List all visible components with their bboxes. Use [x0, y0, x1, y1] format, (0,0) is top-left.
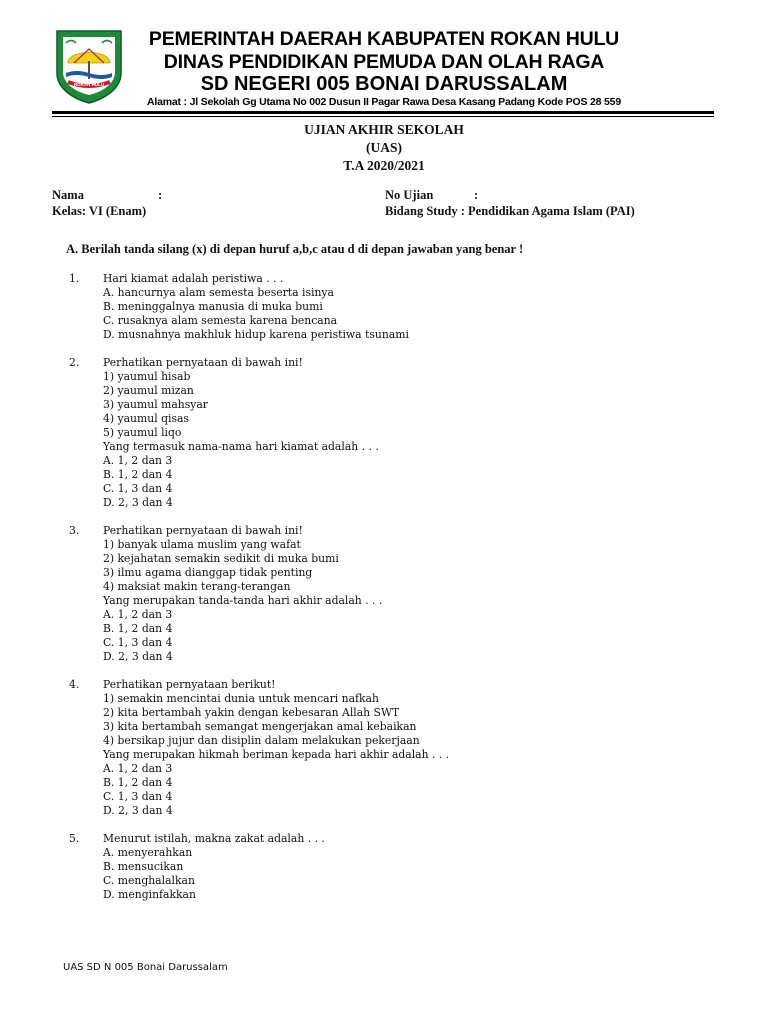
question-3-statement-4: 4) maksiat makin terang-terangan [103, 580, 291, 593]
question-2-statement-4: 4) yaumul qisas [103, 412, 189, 425]
question-2-option-c: C. 1, 3 dan 4 [103, 482, 173, 495]
question-3-stem: Yang merupakan tanda-tanda hari akhir adalah . . . [103, 594, 383, 607]
question-2-number: 2. [69, 356, 80, 369]
question-5-option-d: D. menginfakkan [103, 888, 196, 901]
question-2-stem: Yang termasuk nama-nama hari kiamat adalah . . . [103, 440, 379, 453]
exam-title: UJIAN AKHIR SEKOLAH [304, 122, 464, 137]
nama-label: Nama [52, 188, 84, 202]
question-5-option-a: A. menyerahkan [103, 846, 193, 859]
logo-text: ROKAN HULU [73, 82, 105, 87]
no-ujian-colon: : [474, 188, 479, 202]
question-5-stem: Menurut istilah, makna zakat adalah . . . [103, 832, 325, 845]
question-3-option-b: B. 1, 2 dan 4 [103, 622, 173, 635]
question-5-number: 5. [69, 832, 80, 845]
nama-colon: : [158, 188, 163, 202]
question-1-number: 1. [69, 272, 80, 285]
section-a-instruction: A. Berilah tanda silang (x) di depan huruf a,b,c atau d di depan jawaban yang benar ! [66, 242, 524, 256]
question-2-statement-2: 2) yaumul mizan [103, 384, 194, 397]
question-2-intro: Perhatikan pernyataan di bawah ini! [103, 356, 303, 369]
question-2-option-a: A. 1, 2 dan 3 [103, 454, 173, 467]
letterhead-government: PEMERINTAH DAERAH KABUPATEN ROKAN HULU [148, 28, 620, 50]
letterhead-department: DINAS PENDIDIKAN PEMUDA DAN OLAH RAGA [163, 51, 605, 73]
question-4-option-b: B. 1, 2 dan 4 [103, 776, 173, 789]
question-5-option-b: B. mensucikan [103, 860, 184, 873]
question-2-statement-5: 5) yaumul liqo [103, 426, 182, 439]
exam-subtitle: (UAS) [366, 140, 402, 155]
no-ujian-label: No Ujian [385, 188, 434, 202]
question-5-option-c: C. menghalalkan [103, 874, 195, 887]
letterhead-address: Alamat : Jl Sekolah Gg Utama No 002 Dusun II Pagar Rawa Desa Kasang Padang Kode POS 28 559 [147, 96, 621, 108]
question-4-statement-1: 1) semakin mencintai dunia untuk mencari nafkah [103, 692, 379, 705]
rokan-hulu-logo [52, 27, 126, 105]
question-4-statement-3: 3) kita bertambah semangat mengerjakan amal kebaikan [103, 720, 417, 733]
question-2-statement-1: 1) yaumul hisab [103, 370, 191, 383]
page-footer: UAS SD N 005 Bonai Darussalam [63, 962, 228, 973]
question-1-option-b: B. meninggalnya manusia di muka bumi [103, 300, 323, 313]
question-3-option-c: C. 1, 3 dan 4 [103, 636, 173, 649]
question-3-statement-3: 3) ilmu agama dianggap tidak penting [103, 566, 313, 579]
question-4-number: 4. [69, 678, 80, 691]
question-4-stem: Yang merupakan hikmah beriman kepada hari akhir adalah . . . [103, 748, 450, 761]
letterhead-school: SD NEGERI 005 BONAI DARUSSALAM [200, 73, 568, 95]
letterhead-divider-thick [52, 111, 714, 114]
question-3-option-d: D. 2, 3 dan 4 [103, 650, 173, 663]
question-2-option-b: B. 1, 2 dan 4 [103, 468, 173, 481]
question-1-stem: Hari kiamat adalah peristiwa . . . [103, 272, 284, 285]
question-3-option-a: A. 1, 2 dan 3 [103, 608, 173, 621]
question-4-option-a: A. 1, 2 dan 3 [103, 762, 173, 775]
letterhead-divider-thin [52, 116, 714, 117]
question-4-statement-4: 4) bersikap jujur dan disiplin dalam melakukan pekerjaan [103, 734, 420, 747]
question-3-statement-2: 2) kejahatan semakin sedikit di muka bumi [103, 552, 339, 565]
question-2-statement-3: 3) yaumul mahsyar [103, 398, 208, 411]
kelas-field: Kelas: VI (Enam) [52, 204, 147, 218]
question-4-option-d: D. 2, 3 dan 4 [103, 804, 173, 817]
question-1-option-c: C. rusaknya alam semesta karena bencana [103, 314, 338, 327]
question-4-option-c: C. 1, 3 dan 4 [103, 790, 173, 803]
question-4-intro: Perhatikan pernyataan berikut! [103, 678, 276, 691]
question-3-intro: Perhatikan pernyataan di bawah ini! [103, 524, 303, 537]
question-4-statement-2: 2) kita bertambah yakin dengan kebesaran Allah SWT [103, 706, 400, 719]
question-2-option-d: D. 2, 3 dan 4 [103, 496, 173, 509]
question-1-option-a: A. hancurnya alam semesta beserta isinya [103, 286, 334, 299]
bidang-study-field: Bidang Study : Pendidikan Agama Islam (PAI) [385, 204, 635, 218]
question-3-statement-1: 1) banyak ulama muslim yang wafat [103, 538, 301, 551]
exam-year: T.A 2020/2021 [343, 158, 425, 173]
question-1-option-d: D. musnahnya makhluk hidup karena peristiwa tsunami [103, 328, 409, 341]
question-3-number: 3. [69, 524, 80, 537]
